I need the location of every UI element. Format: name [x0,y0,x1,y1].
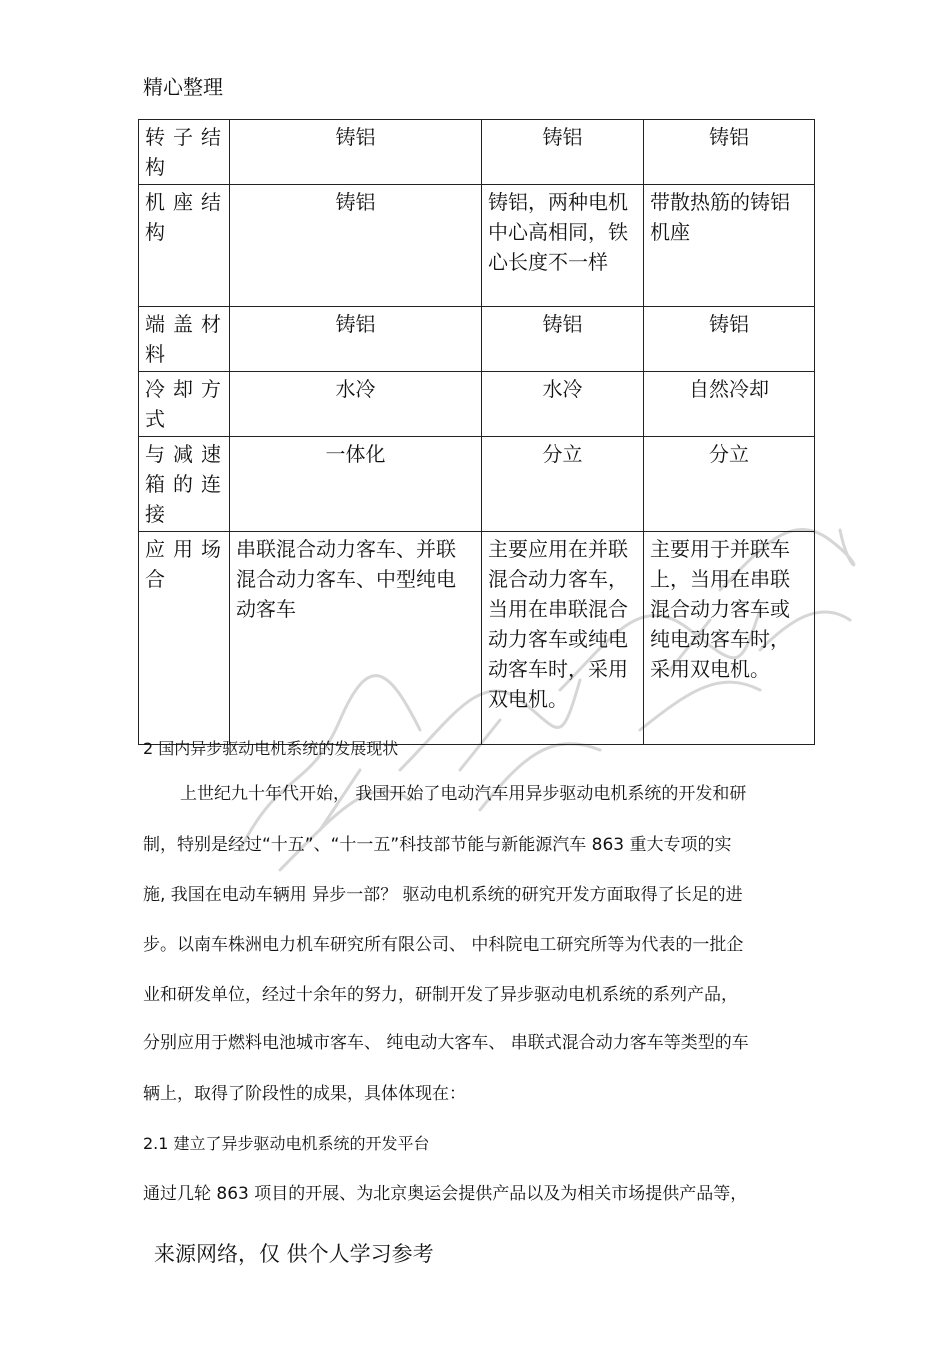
page-header: 精心整理 [143,75,223,99]
row-label: 与减速箱的连接 [139,437,230,532]
row-label: 端盖材料 [139,307,230,372]
table-cell: 串联混合动力客车、并联混合动力客车、中型纯电动客车 [230,532,482,745]
paragraph-line: 辆上，取得了阶段性的成果，具体体现在： [143,1084,466,1104]
table-cell: 水冷 [482,372,644,437]
table-row [139,437,815,532]
table-cell: 分立 [644,437,815,532]
table-cell: 水冷 [230,372,482,437]
paragraph-line: 业和研发单位，经过十余年的努力，研制开发了异步驱动电机系统的系列产品， [143,985,738,1005]
paragraph-line: 通过几轮 863 项目的开展、为北京奥运会提供产品以及为相关市场提供产品等， [143,1184,748,1204]
table-row [139,532,815,745]
subsection-heading: 2.1 建立了异步驱动电机系统的开发平台 [143,1134,430,1153]
table-cell: 一体化 [230,437,482,532]
table-cell: 主要应用在并联混合动力客车，当用在串联混合动力客车或纯电动客车时，采用双电机。 [482,532,644,745]
table-row [139,307,815,372]
table-cell: 铸铝 [644,120,815,185]
table-cell: 铸铝 [482,307,644,372]
table-cell: 铸铝 [230,307,482,372]
motor-spec-table [138,119,815,745]
paragraph-line: 制，特别是经过“十五”、“十一五”科技部节能与新能源汽车 863 重大专项的实 [143,835,732,855]
page-footer: 来源网络，仅 供个人学习参考 [154,1242,434,1266]
paragraph-line: 施, 我国在电动车辆用 异步一部？ 驱动电机系统的研究开发方面取得了长足的进 [143,885,743,905]
table-cell: 带散热筋的铸铝机座 [644,185,815,307]
table-cell: 主要用于并联车上，当用在串联混合动力客车或纯电动客车时，采用双电机。 [644,532,815,745]
row-label: 转子结构 [139,120,230,185]
row-label: 应用场合 [139,532,230,745]
table-cell: 铸铝 [230,185,482,307]
table-cell: 自然冷却 [644,372,815,437]
table-row [139,185,815,307]
section-heading: 2 国内异步驱动电机系统的发展现状 [143,739,399,758]
paragraph-line: 步。以南车株洲电力机车研究所有限公司、 中科院电工研究所等为代表的一批企 [143,935,744,955]
table-cell: 铸铝 [482,120,644,185]
table-row [139,372,815,437]
paragraph-line: 分别应用于燃料电池城市客车、 纯电动大客车、 串联式混合动力客车等类型的车 [143,1033,749,1053]
row-label: 机座结构 [139,185,230,307]
paragraph-line: 上世纪九十年代开始， 我国开始了电动汽车用异步驱动电机系统的开发和研 [180,784,747,804]
table-cell: 分立 [482,437,644,532]
table-cell: 铸铝 [230,120,482,185]
table-row [139,120,815,185]
row-label: 冷却方式 [139,372,230,437]
table-cell: 铸铝 [644,307,815,372]
table-cell: 铸铝，两种电机中心高相同，铁心长度不一样 [482,185,644,307]
